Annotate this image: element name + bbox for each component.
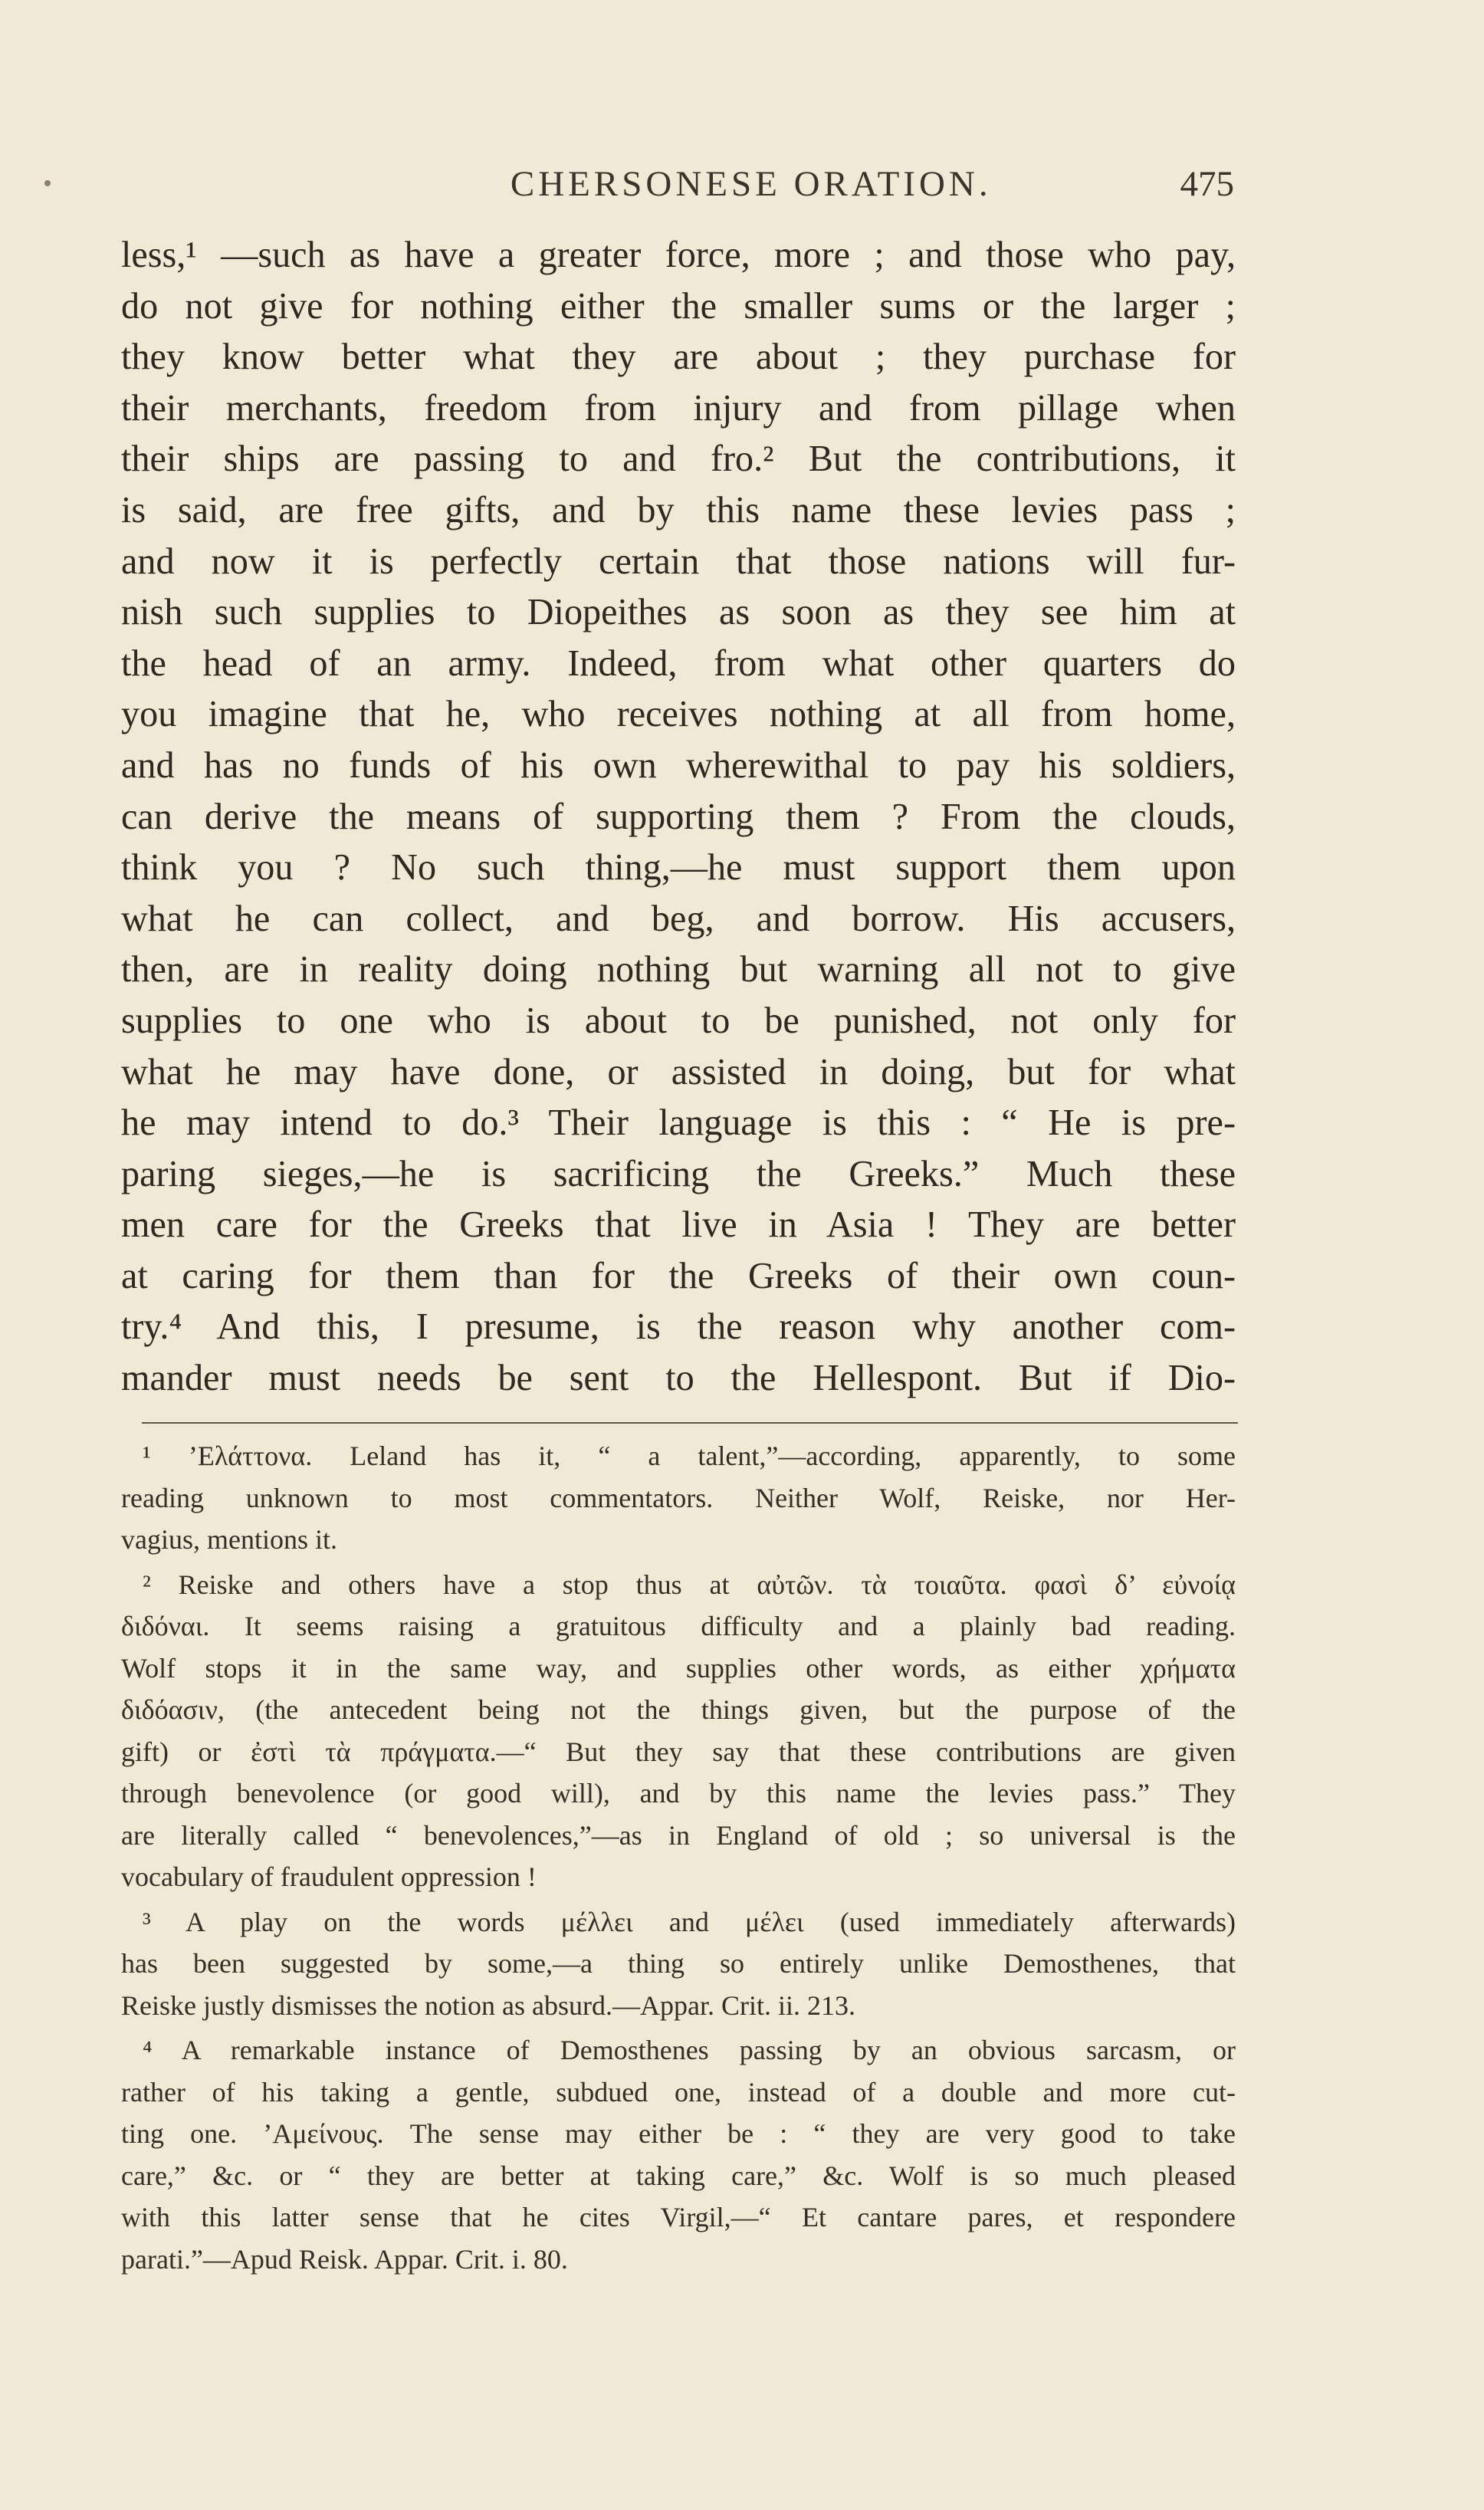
text-line: do not give for nothing either the smaller sums or the larger ; bbox=[121, 285, 1236, 327]
text-line: can derive the means of supporting them ? From the clouds, bbox=[121, 796, 1236, 837]
text-line: supplies to one who is about to be punished, not only for bbox=[121, 1000, 1236, 1041]
footnotes bbox=[121, 1435, 1236, 2280]
text-line: mander must needs be sent to the Hellespont. But if Dio- bbox=[121, 1358, 1236, 1399]
text-line: their merchants, freedom from injury and from pillage when bbox=[121, 387, 1236, 429]
text-line: think you ? No such thing,—he must support them upon bbox=[121, 847, 1236, 889]
margin-dot bbox=[44, 180, 51, 186]
footnote bbox=[121, 1564, 1236, 1898]
footnote-divider bbox=[142, 1422, 1238, 1424]
text-line: their ships are passing to and fro.² But the contributions, it bbox=[121, 439, 1236, 480]
footnote-line: care,” &c. or “ they are better at taking care,” &c. Wolf is so much pleased bbox=[121, 2160, 1236, 2191]
text-line: they know better what they are about ; they purchase for bbox=[121, 337, 1236, 378]
text-line: you imagine that he, who receives nothing at all from home, bbox=[121, 694, 1236, 735]
footnote-line: ⁴ A remarkable instance of Demosthenes passing by an obvious sarcasm, or bbox=[143, 2035, 1236, 2065]
footnote-line: vocabulary of fraudulent oppression ! bbox=[121, 1861, 537, 1892]
footnote-line: gift) or ἐστὶ τὰ πράγματα.—“ But they say that these contributions are given bbox=[121, 1736, 1236, 1767]
footnote-line: has been suggested by some,—a thing so entirely unlike Demosthenes, that bbox=[121, 1948, 1236, 1979]
text-line: and now it is perfectly certain that those nations will fur- bbox=[121, 540, 1236, 582]
footnote-line: rather of his taking a gentle, subdued one, instead of a double and more cut- bbox=[121, 2076, 1236, 2108]
footnote-line: διδόασιν, (the antecedent being not the things given, but the purpose of the bbox=[121, 1694, 1236, 1725]
footnote-line: ² Reiske and others have a stop thus at αὐτῶν. τὰ τοιαῦτα. φασὶ δ’ εὐνοίᾳ bbox=[143, 1569, 1236, 1600]
text-line: he may intend to do.³ Their language is this : “ He is pre- bbox=[121, 1102, 1236, 1144]
main-text bbox=[121, 230, 1236, 1404]
footnote-line: vagius, mentions it. bbox=[121, 1524, 337, 1555]
text-line: men care for the Greeks that live in Asia ! They are better bbox=[121, 1204, 1236, 1246]
text-line: try.⁴ And this, I presume, is the reason why another com- bbox=[121, 1306, 1236, 1348]
text-line: paring sieges,—he is sacrificing the Greeks.” Much these bbox=[121, 1153, 1236, 1194]
text-line: less,¹ —such as have a greater force, more ; and those who pay, bbox=[121, 235, 1236, 275]
text-line: is said, are free gifts, and by this name these levies pass ; bbox=[121, 489, 1236, 531]
footnote-line: Reiske justly dismisses the notion as absurd.—Appar. Crit. ii. 213. bbox=[121, 1989, 855, 2021]
page-header bbox=[123, 157, 1234, 211]
text-line: then, are in reality doing nothing but warning all not to give bbox=[121, 949, 1236, 991]
footnote-line: ¹ ’Ελάττονα. Leland has it, “ a talent,”—according, apparently, to some bbox=[143, 1441, 1236, 1471]
text-line: and has no funds of his own wherewithal to pay his soldiers, bbox=[121, 744, 1236, 786]
footnote bbox=[121, 2029, 1236, 2280]
footnote-line: are literally called “ benevolences,”—as in England of old ; so universal is the bbox=[121, 1819, 1236, 1851]
text-line: at caring for them than for the Greeks of their own coun- bbox=[121, 1255, 1236, 1296]
text-line: what he may have done, or assisted in doing, but for what bbox=[121, 1051, 1236, 1092]
footnote-line: parati.”—Apud Reisk. Appar. Crit. i. 80. bbox=[121, 2243, 568, 2275]
text-line: what he can collect, and beg, and borrow. His accusers, bbox=[121, 898, 1236, 939]
running-head: CHERSONESE ORATION. bbox=[510, 164, 992, 204]
footnote-line: through benevolence (or good will), and by this name the levies pass.” They bbox=[121, 1778, 1236, 1809]
footnote-line: ting one. ’Αμείνους. The sense may either be : “ they are very good to take bbox=[121, 2118, 1236, 2149]
footnote-line: διδόναι. It seems raising a gratuitous difficulty and a plainly bad reading. bbox=[121, 1611, 1236, 1641]
footnote bbox=[121, 1901, 1236, 2027]
footnote bbox=[121, 1435, 1236, 1561]
footnote-line: reading unknown to most commentators. Neither Wolf, Reiske, nor Her- bbox=[121, 1482, 1236, 1513]
text-line: the head of an army. Indeed, from what other quarters do bbox=[121, 642, 1236, 684]
footnote-line: with this latter sense that he cites Virgil,—“ Et cantare pares, et respondere bbox=[121, 2202, 1236, 2232]
footnote-line: ³ A play on the words μέλλει and μέλει (used immediately afterwards) bbox=[143, 1906, 1236, 1937]
footnote-line: Wolf stops it in the same way, and supplies other words, as either χρήματα bbox=[121, 1652, 1236, 1684]
page-number: 475 bbox=[1180, 164, 1234, 204]
text-line: nish such supplies to Diopeithes as soon as they see him at bbox=[121, 592, 1236, 633]
